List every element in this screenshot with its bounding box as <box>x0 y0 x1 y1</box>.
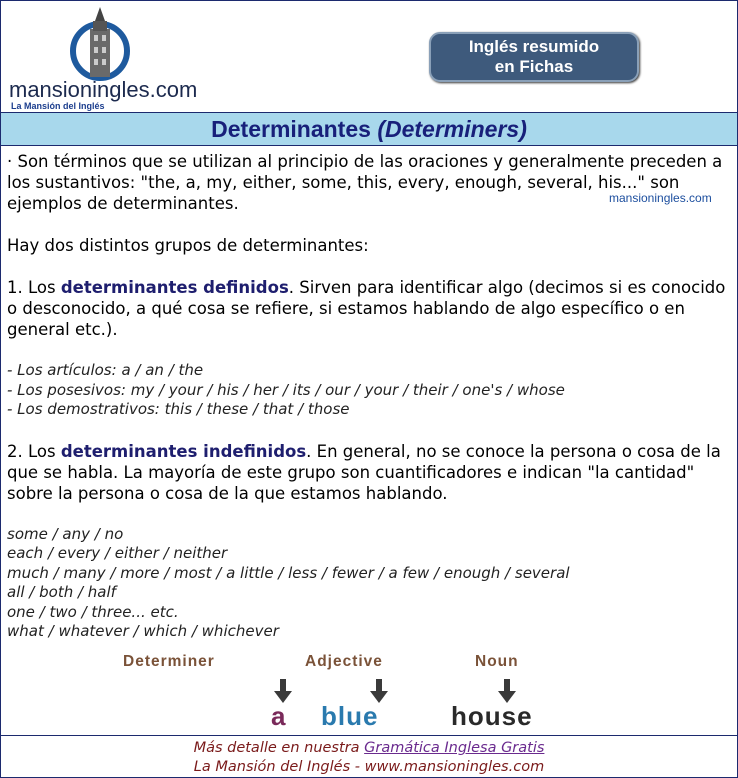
definidos-term: determinantes definidos <box>60 278 289 297</box>
intro-paragraph: · Son términos que se utilizan al principio de las oraciones y generalmente preceden a los sustantivos: "the, a, my, either, some, this, every, enough, several, his..." son ejemplos de determinantes. <box>7 152 723 213</box>
header <box>1 1 737 112</box>
logo-subtext: La Mansión del Inglés <box>11 101 105 111</box>
badge-line-1: Inglés resumido <box>468 37 600 56</box>
definidos-list <box>7 361 732 420</box>
list-item: - Los demostrativos: this / these / that / those <box>7 400 350 418</box>
list-item: much / many / more / most / a little / less / fewer / a few / enough / several <box>7 563 570 582</box>
word-house: house <box>451 701 533 731</box>
list-item: one / two / three... etc. <box>7 602 179 621</box>
content-body <box>7 151 732 642</box>
list-item: each / every / either / neither <box>7 544 228 562</box>
grammar-link[interactable]: Gramática Inglesa Gratis <box>364 740 545 756</box>
indefinidos-term: determinantes indefinidos <box>60 441 307 461</box>
indefinidos-prefix: 2. Los <box>7 441 61 461</box>
list-item: - Los posesivos: my / your / his / her / its / our / your / their / one's / whose <box>7 380 565 399</box>
groups-intro: Hay dos distintos grupos de determinantes: <box>7 236 369 255</box>
list-item: all / both / half <box>7 583 116 601</box>
word-blue: blue <box>321 701 379 731</box>
label-determiner: Determiner <box>123 653 215 670</box>
definidos-paragraph <box>7 277 732 340</box>
fichas-badge-button[interactable] <box>429 32 639 82</box>
site-logo[interactable] <box>9 7 209 111</box>
list-item: - Los artículos: a / an / the <box>7 361 204 379</box>
indefinidos-list <box>7 525 732 642</box>
label-noun: Noun <box>475 653 519 670</box>
logo-text: mansioningles.com <box>9 77 198 102</box>
title-main: Determinantes <box>211 116 371 142</box>
footer <box>1 735 737 777</box>
word-a: a <box>271 701 287 731</box>
definidos-text: . Sirven para identificar algo (decimos si es conocido o desconocido, a qué cosa se refiere, si estamos hablando de algo específico o en general etc.). <box>7 278 726 339</box>
footer-prefix: Más detalle en nuestra <box>193 740 365 756</box>
title-english: (Determiners) <box>377 116 527 142</box>
page-title <box>1 112 737 146</box>
indefinidos-paragraph <box>7 441 732 504</box>
determiner-diagram <box>121 653 621 735</box>
footer-line-2: La Mansión del Inglés - www.mansioningles.com <box>193 759 545 775</box>
list-item: some / any / no <box>7 524 124 543</box>
label-adjective: Adjective <box>305 653 383 670</box>
badge-line-2: en Fichas <box>494 57 574 76</box>
watermark-text: mansioningles.com <box>609 191 712 205</box>
indefinidos-text: . En general, no se conoce la persona o cosa de la que se habla. La mayoría de este grupo son cuantificadores e indican "la cantidad" sobre la persona o cosa de la que estamos hablando. <box>7 441 721 503</box>
list-item: what / whatever / which / whichever <box>7 622 279 640</box>
definidos-prefix: 1. Los <box>7 278 61 297</box>
tower-logo-icon <box>69 7 131 83</box>
footer-line-1 <box>1 739 737 758</box>
